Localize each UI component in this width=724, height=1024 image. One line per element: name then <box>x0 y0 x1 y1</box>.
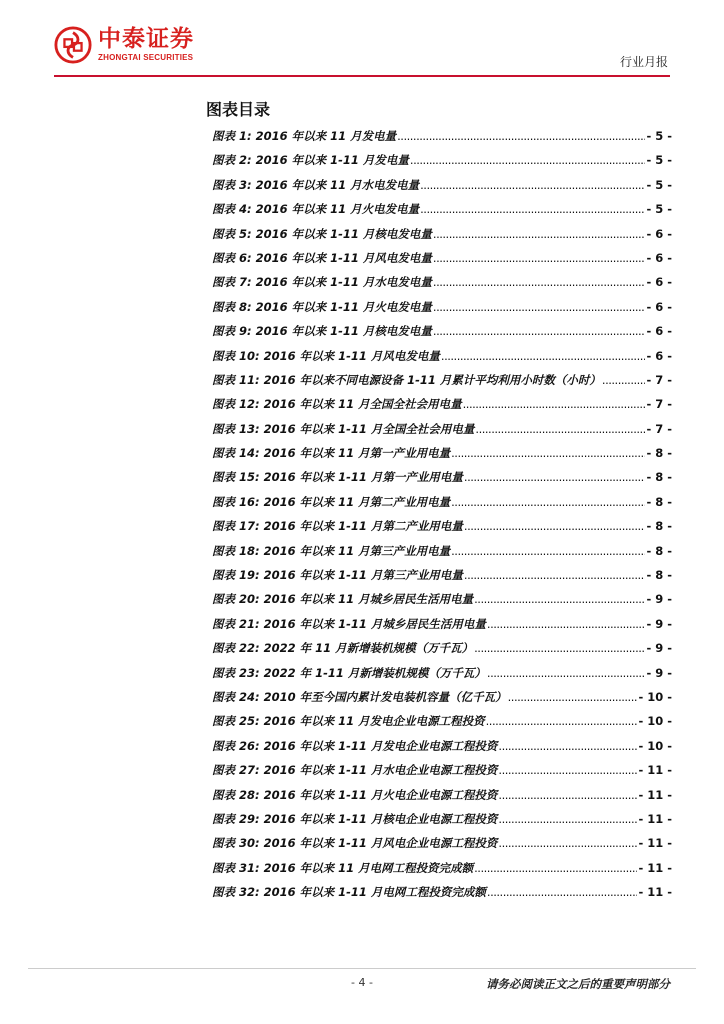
toc-entry-page: - 9 - <box>646 592 672 607</box>
toc-entry-title <box>212 738 497 754</box>
toc-entry-text: 2016 年以来 11 月全国全社会用电量 <box>263 397 462 412</box>
toc-entry-page: - 8 - <box>646 494 672 509</box>
toc-entry-page: - 11 - <box>638 836 672 851</box>
toc-entry-title <box>212 811 497 827</box>
toc-entry-page: - 9 - <box>646 616 672 631</box>
toc-entry-page: - 7 - <box>646 397 672 412</box>
toc-entry-label: 图表 17: <box>212 519 260 534</box>
toc-entry-page: - 11 - <box>638 860 672 875</box>
toc-leader-dots <box>451 495 645 509</box>
toc-entry-label: 图表 18: <box>212 543 260 558</box>
toc-title: 图表目录 <box>206 100 271 119</box>
toc-entry[interactable] <box>212 567 672 591</box>
toc-entry[interactable] <box>212 884 672 908</box>
toc-leader-dots <box>433 300 646 314</box>
toc-entry-text: 2016 年以来 11 月城乡居民生活用电量 <box>263 592 474 607</box>
toc-entry-label: 图表 5: <box>212 226 252 241</box>
toc-entry-label: 图表 11: <box>212 372 260 387</box>
toc-entry-page: - 9 - <box>646 641 672 656</box>
toc-entry-title <box>212 177 419 193</box>
toc-entry-label: 图表 20: <box>212 592 260 607</box>
toc-entry[interactable] <box>212 665 672 689</box>
toc-entry-label: 图表 10: <box>212 348 260 363</box>
toc-entry-title <box>212 616 486 632</box>
toc-leader-dots <box>602 373 646 387</box>
toc-entry-label: 图表 7: <box>212 275 252 290</box>
toc-leader-dots <box>474 592 645 606</box>
toc-entry[interactable] <box>212 128 672 152</box>
toc-entry[interactable] <box>212 445 672 469</box>
toc-entry-title <box>212 640 473 656</box>
toc-entry-label: 图表 28: <box>212 787 260 802</box>
toc-entry-text: 2016 年以来 1-11 月第一产业用电量 <box>263 470 463 485</box>
toc-entry-label: 图表 27: <box>212 763 260 778</box>
toc-entry-page: - 8 - <box>646 470 672 485</box>
toc-leader-dots <box>498 739 637 753</box>
toc-entry-title <box>212 713 485 729</box>
logo-chinese-name: 中泰证券 <box>98 26 194 52</box>
toc-entry-label: 图表 16: <box>212 494 260 509</box>
toc-entry[interactable] <box>212 640 672 664</box>
toc-leader-dots <box>451 446 645 460</box>
toc-entry[interactable] <box>212 469 672 493</box>
toc-entry[interactable] <box>212 226 672 250</box>
toc-entry-text: 2016 年以来 11 月第二产业用电量 <box>263 494 451 509</box>
toc-entry-label: 图表 14: <box>212 446 260 461</box>
toc-entry-label: 图表 30: <box>212 836 260 851</box>
toc-entry-text: 2016 年以来 1-11 月风电发电量 <box>255 250 432 265</box>
toc-entry-text: 2016 年以来 11 月水电发电量 <box>255 177 420 192</box>
toc-leader-dots <box>441 349 646 363</box>
toc-leader-dots <box>486 714 638 728</box>
toc-entry-title <box>212 665 486 681</box>
toc-entry-text: 2016 年以来 1-11 月水电企业电源工程投资 <box>263 763 498 778</box>
toc-entry-page: - 8 - <box>646 519 672 534</box>
toc-entry-label: 图表 22: <box>212 641 260 656</box>
toc-leader-dots <box>498 836 637 850</box>
toc-leader-dots <box>498 763 637 777</box>
toc-entry-page: - 8 - <box>646 568 672 583</box>
toc-entry-text: 2016 年以来 11 月火电发电量 <box>255 202 420 217</box>
toc-leader-dots <box>464 568 646 582</box>
toc-leader-dots <box>433 324 646 338</box>
toc-entry-title <box>212 421 474 437</box>
toc-entry-title <box>212 494 450 510</box>
toc-entry-text: 2016 年以来 1-11 月火电企业电源工程投资 <box>263 787 498 802</box>
toc-entry-label: 图表 2: <box>212 153 252 168</box>
toc-leader-dots <box>433 227 646 241</box>
toc-entry[interactable] <box>212 421 672 445</box>
toc-entry-page: - 5 - <box>646 177 672 192</box>
toc-entry-title <box>212 787 497 803</box>
toc-entry-page: - 10 - <box>638 689 672 704</box>
toc-leader-dots <box>474 861 637 875</box>
logo-english-name: ZHONGTAI SECURITIES <box>98 53 194 62</box>
toc-entry-title <box>212 201 419 217</box>
toc-leader-dots <box>397 129 645 143</box>
toc-entry-text: 2016 年以来 1-11 月城乡居民生活用电量 <box>263 616 486 631</box>
toc-entry-label: 图表 23: <box>212 665 260 680</box>
toc-entry[interactable] <box>212 543 672 567</box>
toc-entry-page: - 10 - <box>638 738 672 753</box>
header-divider <box>54 75 670 77</box>
toc-entry[interactable] <box>212 152 672 176</box>
toc-entry-page: - 7 - <box>646 421 672 436</box>
toc-entry-title <box>212 250 432 266</box>
toc-entry-label: 图表 3: <box>212 177 252 192</box>
toc-entry-page: - 10 - <box>638 714 672 729</box>
disclaimer-text: 请务必阅读正文之后的重要声明部分 <box>486 977 670 991</box>
toc-entry-text: 2016 年以来 11 月发电企业电源工程投资 <box>263 714 485 729</box>
toc-entry-text: 2022 年 1-11 月新增装机规模（万千瓦） <box>263 665 486 680</box>
toc-entry-title <box>212 567 463 583</box>
toc-leader-dots <box>420 202 645 216</box>
toc-entry-page: - 11 - <box>638 811 672 826</box>
toc-leader-dots <box>487 617 646 631</box>
zhongtai-logo-icon <box>54 26 92 64</box>
page-number: - 4 - <box>351 976 373 989</box>
toc-leader-dots <box>410 153 646 167</box>
toc-entry-page: - 11 - <box>638 787 672 802</box>
toc-entry-label: 图表 31: <box>212 860 260 875</box>
toc-entry-text: 2016 年以来 1-11 月发电量 <box>255 153 409 168</box>
toc-entry-page: - 6 - <box>646 226 672 241</box>
toc-entry-title <box>212 152 409 168</box>
toc-leader-dots <box>498 788 637 802</box>
toc-entry[interactable] <box>212 787 672 811</box>
toc-entry[interactable] <box>212 348 672 372</box>
toc-entry-text: 2016 年以来 1-11 月核电发电量 <box>255 226 432 241</box>
toc-entry-label: 图表 12: <box>212 397 260 412</box>
page-header <box>0 0 724 84</box>
toc-entry-page: - 9 - <box>646 665 672 680</box>
toc-leader-dots <box>475 422 645 436</box>
toc-entry-text: 2016 年以来 1-11 月水电发电量 <box>255 275 432 290</box>
toc-entry-page: - 6 - <box>646 324 672 339</box>
toc-entry-page: - 8 - <box>646 446 672 461</box>
toc-entry-title <box>212 689 507 705</box>
toc-entry-text: 2016 年以来不同电源设备 1-11 月累计平均利用小时数（小时） <box>263 372 601 387</box>
toc-entry-text: 2016 年以来 1-11 月全国全社会用电量 <box>263 421 475 436</box>
toc-entry-label: 图表 32: <box>212 885 260 900</box>
toc-entry[interactable] <box>212 738 672 762</box>
toc-entry-text: 2010 年至今国内累计发电装机容量（亿千瓦） <box>263 689 507 704</box>
toc-entry-title <box>212 226 432 242</box>
toc-entry-page: - 6 - <box>646 250 672 265</box>
toc-entry-title <box>212 835 497 851</box>
toc-entry-text: 2016 年以来 11 月电网工程投资完成额 <box>263 860 474 875</box>
toc-leader-dots <box>433 251 646 265</box>
toc-entry-label: 图表 1: <box>212 129 252 143</box>
toc-entry[interactable] <box>212 616 672 640</box>
toc-leader-dots <box>451 544 645 558</box>
toc-entry[interactable] <box>212 299 672 323</box>
table-of-figures <box>212 128 672 909</box>
toc-entry[interactable] <box>212 713 672 737</box>
toc-entry-label: 图表 8: <box>212 299 252 314</box>
toc-entry-text: 2016 年以来 11 月第三产业用电量 <box>263 543 451 558</box>
toc-entry[interactable] <box>212 494 672 518</box>
toc-leader-dots <box>464 470 646 484</box>
toc-entry-title <box>212 518 463 534</box>
toc-leader-dots <box>508 690 638 704</box>
toc-entry[interactable] <box>212 250 672 274</box>
toc-entry[interactable] <box>212 811 672 835</box>
toc-entry-label: 图表 15: <box>212 470 260 485</box>
toc-entry-page: - 6 - <box>646 299 672 314</box>
toc-entry-title <box>212 128 396 144</box>
toc-leader-dots <box>464 519 646 533</box>
toc-entry-title <box>212 469 463 485</box>
report-type-label: 行业月报 <box>619 55 668 69</box>
toc-leader-dots <box>487 666 646 680</box>
toc-entry[interactable] <box>212 177 672 201</box>
toc-leader-dots <box>463 397 646 411</box>
toc-entry-label: 图表 25: <box>212 714 260 729</box>
toc-entry[interactable] <box>212 518 672 542</box>
toc-entry-label: 图表 13: <box>212 421 260 436</box>
toc-entry[interactable] <box>212 835 672 859</box>
toc-entry-label: 图表 21: <box>212 616 260 631</box>
company-logo <box>54 26 194 64</box>
toc-entry-page: - 8 - <box>646 543 672 558</box>
toc-entry[interactable] <box>212 689 672 713</box>
toc-entry-text: 2016 年以来 1-11 月发电企业电源工程投资 <box>263 738 498 753</box>
toc-entry-page: - 5 - <box>646 202 672 217</box>
toc-entry-label: 图表 6: <box>212 250 252 265</box>
toc-entry-page: - 5 - <box>646 129 672 143</box>
toc-entry-label: 图表 24: <box>212 689 260 704</box>
toc-entry-page: - 5 - <box>646 153 672 168</box>
toc-entry-page: - 6 - <box>646 348 672 363</box>
toc-entry-page: - 6 - <box>646 275 672 290</box>
toc-entry-page: - 11 - <box>638 763 672 778</box>
toc-entry-title <box>212 762 497 778</box>
toc-entry-label: 图表 9: <box>212 324 252 339</box>
toc-entry-title <box>212 348 440 364</box>
footer-divider <box>28 968 696 969</box>
toc-leader-dots <box>420 178 645 192</box>
toc-entry-text: 2016 年以来 1-11 月风电发电量 <box>263 348 440 363</box>
toc-entry-page: - 7 - <box>646 372 672 387</box>
toc-entry-text: 2016 年以来 1-11 月第二产业用电量 <box>263 519 463 534</box>
toc-entry-text: 2016 年以来 1-11 月第三产业用电量 <box>263 568 463 583</box>
toc-entry-title <box>212 543 450 559</box>
toc-entry-text: 2016 年以来 11 月发电量 <box>255 129 397 143</box>
toc-entry-text: 2016 年以来 1-11 月风电企业电源工程投资 <box>263 836 498 851</box>
toc-entry[interactable] <box>212 396 672 420</box>
toc-entry[interactable] <box>212 323 672 347</box>
toc-entry[interactable] <box>212 762 672 786</box>
toc-entry[interactable] <box>212 860 672 884</box>
toc-leader-dots <box>474 641 645 655</box>
toc-entry-label: 图表 29: <box>212 811 260 826</box>
toc-entry-page: - 11 - <box>638 885 672 900</box>
toc-leader-dots <box>498 812 637 826</box>
toc-entry-text: 2016 年以来 1-11 月核电企业电源工程投资 <box>263 811 498 826</box>
toc-entry-title <box>212 445 450 461</box>
toc-entry-title <box>212 591 473 607</box>
toc-entry[interactable] <box>212 201 672 225</box>
toc-leader-dots <box>487 885 638 899</box>
toc-entry-title <box>212 274 432 290</box>
toc-entry[interactable] <box>212 274 672 298</box>
toc-entry-label: 图表 19: <box>212 568 260 583</box>
toc-entry-text: 2016 年以来 1-11 月火电发电量 <box>255 299 432 314</box>
toc-entry-title <box>212 299 432 315</box>
toc-entry-title <box>212 860 473 876</box>
toc-entry-text: 2022 年 11 月新增装机规模（万千瓦） <box>263 641 474 656</box>
toc-entry-text: 2016 年以来 1-11 月电网工程投资完成额 <box>263 885 486 900</box>
toc-entry-title <box>212 884 486 900</box>
toc-entry-text: 2016 年以来 11 月第一产业用电量 <box>263 446 451 461</box>
toc-entry-text: 2016 年以来 1-11 月核电发电量 <box>255 324 432 339</box>
toc-entry-title <box>212 396 462 412</box>
toc-entry-title <box>212 323 432 339</box>
toc-entry-label: 图表 26: <box>212 738 260 753</box>
toc-entry[interactable] <box>212 372 672 396</box>
toc-entry[interactable] <box>212 591 672 615</box>
toc-leader-dots <box>433 275 646 289</box>
toc-entry-title <box>212 372 601 388</box>
toc-entry-label: 图表 4: <box>212 202 252 217</box>
